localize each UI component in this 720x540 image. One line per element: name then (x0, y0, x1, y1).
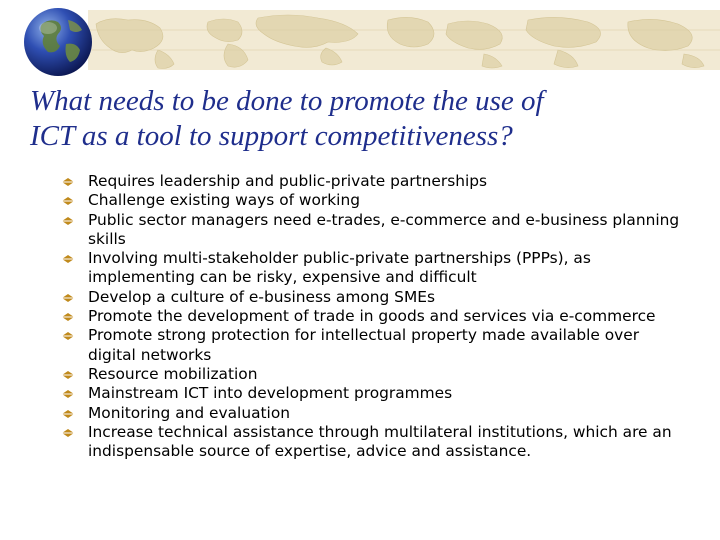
diamond-bullet-icon (62, 294, 74, 302)
list-item (62, 249, 682, 288)
bullet-text: Promote strong protection for intellectual property made available over digital networks (88, 326, 640, 364)
list-item (62, 384, 682, 403)
list-item (62, 423, 682, 462)
diamond-bullet-icon (62, 371, 74, 379)
list-item (62, 211, 682, 250)
diamond-bullet-icon (62, 429, 74, 437)
diamond-bullet-icon (62, 390, 74, 398)
list-item (62, 307, 682, 326)
diamond-bullet-icon (62, 313, 74, 321)
bullet-list (62, 172, 682, 461)
bullet-text: Promote the development of trade in goods and services via e-commerce (88, 307, 656, 326)
list-item (62, 326, 682, 365)
globe-icon (20, 4, 96, 80)
bullet-text: Develop a culture of e-business among SMEs (88, 287, 435, 306)
title-line-2: ICT as a tool to support competitiveness? (30, 120, 513, 152)
diamond-bullet-icon (62, 178, 74, 186)
list-item (62, 365, 682, 384)
world-map-banner (88, 10, 720, 70)
bullet-text: Resource mobilization (88, 364, 258, 383)
bullet-text: Mainstream ICT into development programmes (88, 384, 453, 403)
diamond-bullet-icon (62, 410, 74, 418)
bullet-text: Monitoring and evaluation (88, 403, 290, 422)
diamond-bullet-icon (62, 255, 74, 263)
list-item (62, 404, 682, 423)
bullet-text: Public sector managers need e-trades, e-commerce and e-business planning skills (88, 210, 680, 248)
bullet-text: Requires leadership and public-private partnerships (88, 172, 488, 190)
title-line-1: What needs to be done to promote the use of (30, 85, 544, 117)
list-item (62, 191, 682, 210)
list-item (62, 288, 682, 307)
diamond-bullet-icon (62, 332, 74, 340)
diamond-bullet-icon (62, 197, 74, 205)
world-map-graphic (88, 10, 720, 70)
slide-title (30, 84, 690, 154)
diamond-bullet-icon (62, 217, 74, 225)
bullet-text: Increase technical assistance through multilateral institutions, which are an indispensable source of expertise, advice and assistance. (88, 422, 672, 461)
bullet-text: Involving multi-stakeholder public-private partnerships (PPPs), as implementing can be risky, expensive and difficult (88, 249, 591, 287)
list-item (62, 172, 682, 191)
bullet-text: Challenge existing ways of working (88, 191, 360, 210)
